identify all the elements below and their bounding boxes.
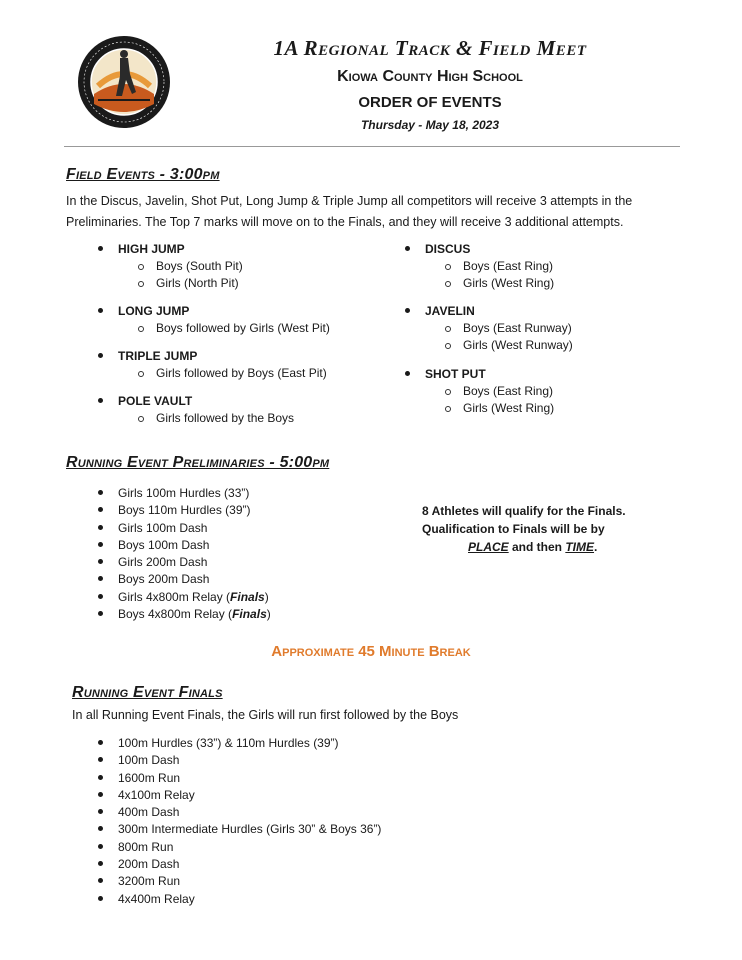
list-item: 3200m Run	[118, 873, 381, 890]
field-event-triple-jump	[118, 347, 327, 382]
event-name: POLE VAULT	[118, 394, 193, 408]
event-detail: Boys followed by Girls (West Pit)	[132, 320, 330, 337]
break-notice: Approximate 45 Minute Break	[271, 643, 471, 660]
event-detail: Boys (East Ring)	[439, 383, 554, 400]
event-detail: Boys (East Runway)	[439, 320, 573, 337]
list-item: Girls 100m Hurdles (33”)	[118, 485, 271, 502]
qual-place: PLACE	[468, 540, 509, 554]
event-detail: Girls (West Ring)	[439, 275, 554, 292]
finals-note: In all Running Event Finals, the Girls will run first followed by the Boys	[72, 708, 459, 722]
list-item: 800m Run	[118, 839, 381, 856]
event-name: DISCUS	[425, 242, 471, 256]
qualification-note	[422, 502, 682, 556]
finals-list	[118, 735, 381, 908]
list-item: Girls 4x800m Relay (Finals)	[118, 589, 271, 606]
list-item: 4x400m Relay	[118, 891, 381, 908]
event-name: SHOT PUT	[425, 367, 486, 381]
field-event-shot-put	[425, 365, 554, 417]
qual-and: and then	[508, 540, 566, 554]
list-item: Boys 100m Dash	[118, 537, 271, 554]
qual-line-2: Qualification to Finals will be by	[422, 522, 605, 536]
event-name: LONG JUMP	[118, 304, 190, 318]
list-item: Girls 200m Dash	[118, 554, 271, 571]
document-subtitle: ORDER OF EVENTS	[358, 94, 502, 111]
finals-tag: Finals	[232, 607, 267, 622]
school-name: Kiowa County High School	[337, 68, 523, 85]
prelims-list	[118, 485, 271, 623]
list-item: Boys 110m Hurdles (39”)	[118, 502, 271, 519]
item-text: Girls 4x800m Relay	[118, 589, 223, 604]
list-item: 4x100m Relay	[118, 787, 381, 804]
field-event-javelin	[425, 302, 573, 354]
finals-tag: Finals	[230, 589, 265, 604]
field-events-heading: Field Events - 3:00pm	[66, 166, 220, 183]
qual-line-3	[422, 538, 682, 556]
list-item: Girls 100m Dash	[118, 520, 271, 537]
item-text: Boys 4x800m Relay	[118, 607, 225, 622]
event-detail: Boys (South Pit)	[132, 258, 243, 275]
event-detail: Girls (North Pit)	[132, 275, 243, 292]
list-item: 400m Dash	[118, 804, 381, 821]
list-item: Boys 200m Dash	[118, 571, 271, 588]
khsaa-logo	[76, 34, 172, 130]
event-detail: Girls followed by Boys (East Pit)	[132, 365, 327, 382]
qual-line-1: 8 Athletes will qualify for the Finals.	[422, 504, 626, 518]
prelims-heading: Running Event Preliminaries - 5:00pm	[66, 454, 330, 471]
field-event-long-jump	[118, 302, 330, 337]
event-detail: Girls (West Ring)	[439, 400, 554, 417]
event-name: HIGH JUMP	[118, 242, 185, 256]
list-item: 200m Dash	[118, 856, 381, 873]
field-event-discus	[425, 240, 554, 292]
event-detail: Girls (West Runway)	[439, 337, 573, 354]
field-event-pole-vault	[118, 392, 294, 427]
list-item: 1600m Run	[118, 770, 381, 787]
event-name: TRIPLE JUMP	[118, 349, 198, 363]
field-events-description: In the Discus, Javelin, Shot Put, Long Jump & Triple Jump all competitors will receive 3 attempts in the Preliminaries. The Top 7 marks will move on to the Finals, and they will receive 3 additional attempts.	[66, 194, 633, 229]
list-item: Boys 4x800m Relay (Finals)	[118, 606, 271, 623]
qual-time: TIME	[565, 540, 595, 554]
list-item: 300m Intermediate Hurdles (Girls 30” & Boys 36”)	[118, 821, 381, 838]
event-detail: Boys (East Ring)	[439, 258, 554, 275]
list-item: 100m Dash	[118, 752, 381, 769]
list-item: 100m Hurdles (33”) & 110m Hurdles (39”)	[118, 735, 381, 752]
event-name: JAVELIN	[425, 304, 475, 318]
page-title: 1A Regional Track & Field Meet	[273, 36, 587, 60]
qual-end: .	[594, 540, 598, 554]
finals-heading: Running Event Finals	[72, 684, 223, 701]
field-event-high-jump	[118, 240, 243, 292]
header-divider	[64, 146, 680, 147]
event-detail: Girls followed by the Boys	[132, 410, 294, 427]
event-date: Thursday - May 18, 2023	[360, 118, 500, 132]
